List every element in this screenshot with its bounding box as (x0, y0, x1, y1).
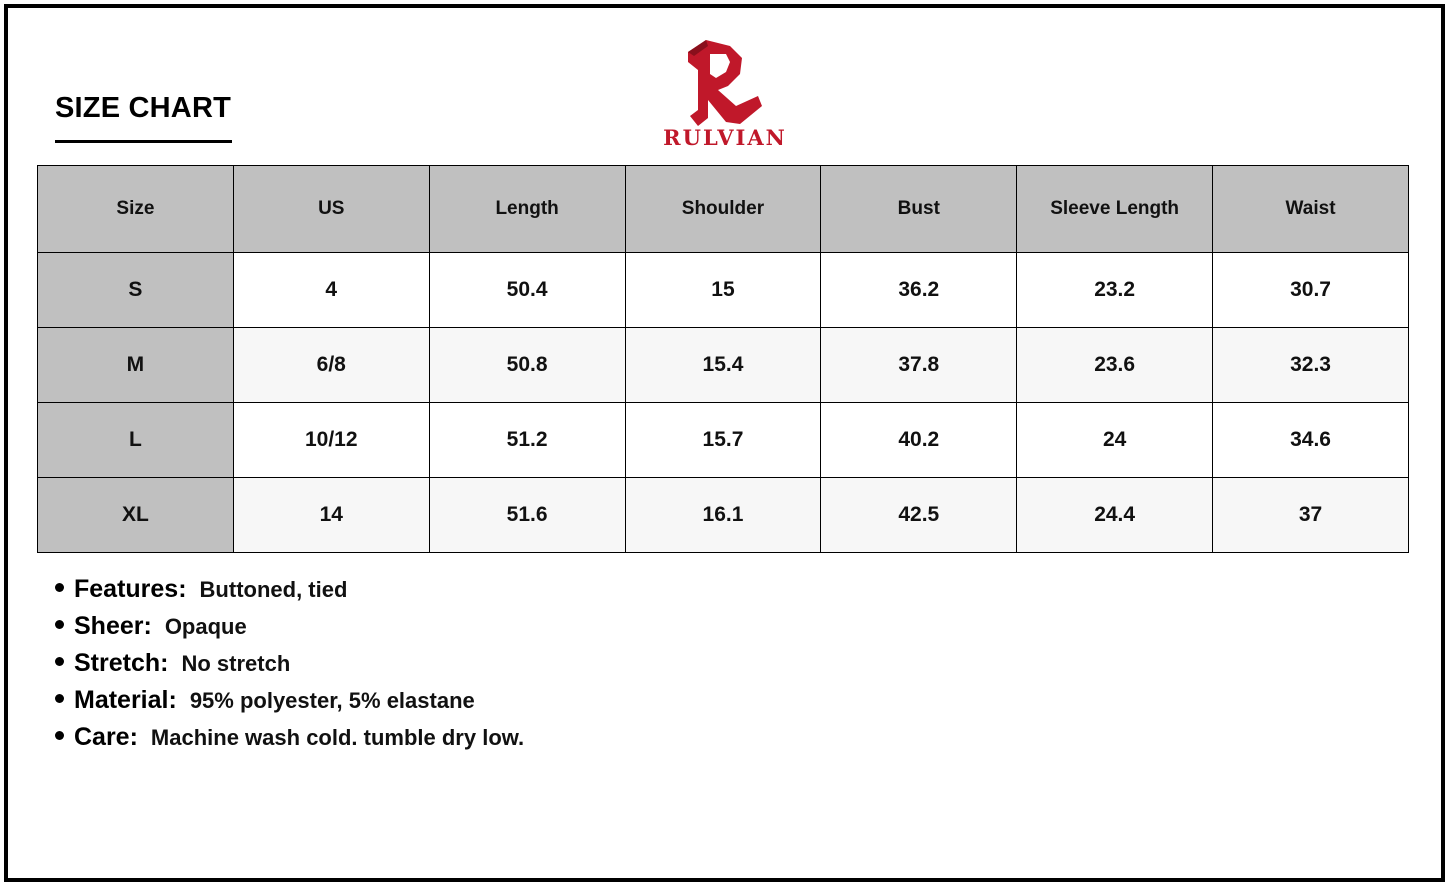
table-cell: 32.3 (1213, 328, 1409, 403)
list-item (55, 686, 524, 723)
table-cell: 15.4 (625, 328, 821, 403)
list-item (55, 612, 524, 649)
table-cell: 37.8 (821, 328, 1017, 403)
table-row (38, 403, 1409, 478)
table-cell: 51.2 (429, 403, 625, 478)
size-cell: XL (38, 478, 234, 553)
list-item (55, 575, 524, 612)
table-row (38, 253, 1409, 328)
brand-name: RULVIAN (663, 125, 787, 150)
column-header: Shoulder (625, 166, 821, 253)
table-cell: 23.2 (1017, 253, 1213, 328)
table-cell: 16.1 (625, 478, 821, 553)
feature-value: Buttoned, tied (199, 577, 348, 602)
column-header: Waist (1213, 166, 1409, 253)
table-row (38, 328, 1409, 403)
bullet-icon (55, 731, 64, 740)
column-header: US (233, 166, 429, 253)
list-item (55, 649, 524, 686)
feature-value: No stretch (181, 651, 291, 676)
table-cell: 23.6 (1017, 328, 1213, 403)
table-row (38, 478, 1409, 553)
size-table (37, 165, 1409, 553)
feature-value: Opaque (164, 614, 247, 639)
table-cell: 6/8 (233, 328, 429, 403)
list-item (55, 723, 524, 760)
size-cell: M (38, 328, 234, 403)
bullet-icon (55, 694, 64, 703)
feature-label: Care: (74, 723, 138, 751)
table-cell: 37 (1213, 478, 1409, 553)
table-cell: 34.6 (1213, 403, 1409, 478)
r-logo-icon (686, 40, 764, 126)
bullet-icon (55, 620, 64, 629)
column-header: Sleeve Length (1017, 166, 1213, 253)
feature-label: Stretch: (74, 649, 169, 677)
page-title: SIZE CHART (55, 92, 231, 124)
table-cell: 10/12 (233, 403, 429, 478)
table-cell: 36.2 (821, 253, 1017, 328)
table-cell: 40.2 (821, 403, 1017, 478)
feature-value: Machine wash cold. tumble dry low. (150, 725, 525, 750)
column-header: Size (38, 166, 234, 253)
table-cell: 50.8 (429, 328, 625, 403)
bullet-icon (55, 657, 64, 666)
table-cell: 24 (1017, 403, 1213, 478)
bullet-icon (55, 583, 64, 592)
table-cell: 4 (233, 253, 429, 328)
brand-logo (650, 40, 800, 155)
feature-label: Sheer: (74, 612, 152, 640)
feature-label: Features: (74, 575, 187, 603)
table-cell: 15 (625, 253, 821, 328)
table-header-row (38, 166, 1409, 253)
size-cell: L (38, 403, 234, 478)
feature-value: 95% polyester, 5% elastane (189, 688, 475, 713)
table-cell: 24.4 (1017, 478, 1213, 553)
table-cell: 30.7 (1213, 253, 1409, 328)
table-cell: 51.6 (429, 478, 625, 553)
feature-label: Material: (74, 686, 177, 714)
table-cell: 14 (233, 478, 429, 553)
column-header: Bust (821, 166, 1017, 253)
table-cell: 15.7 (625, 403, 821, 478)
table-cell: 50.4 (429, 253, 625, 328)
features-list (55, 575, 524, 760)
column-header: Length (429, 166, 625, 253)
table-cell: 42.5 (821, 478, 1017, 553)
title-underline (55, 140, 232, 143)
size-cell: S (38, 253, 234, 328)
